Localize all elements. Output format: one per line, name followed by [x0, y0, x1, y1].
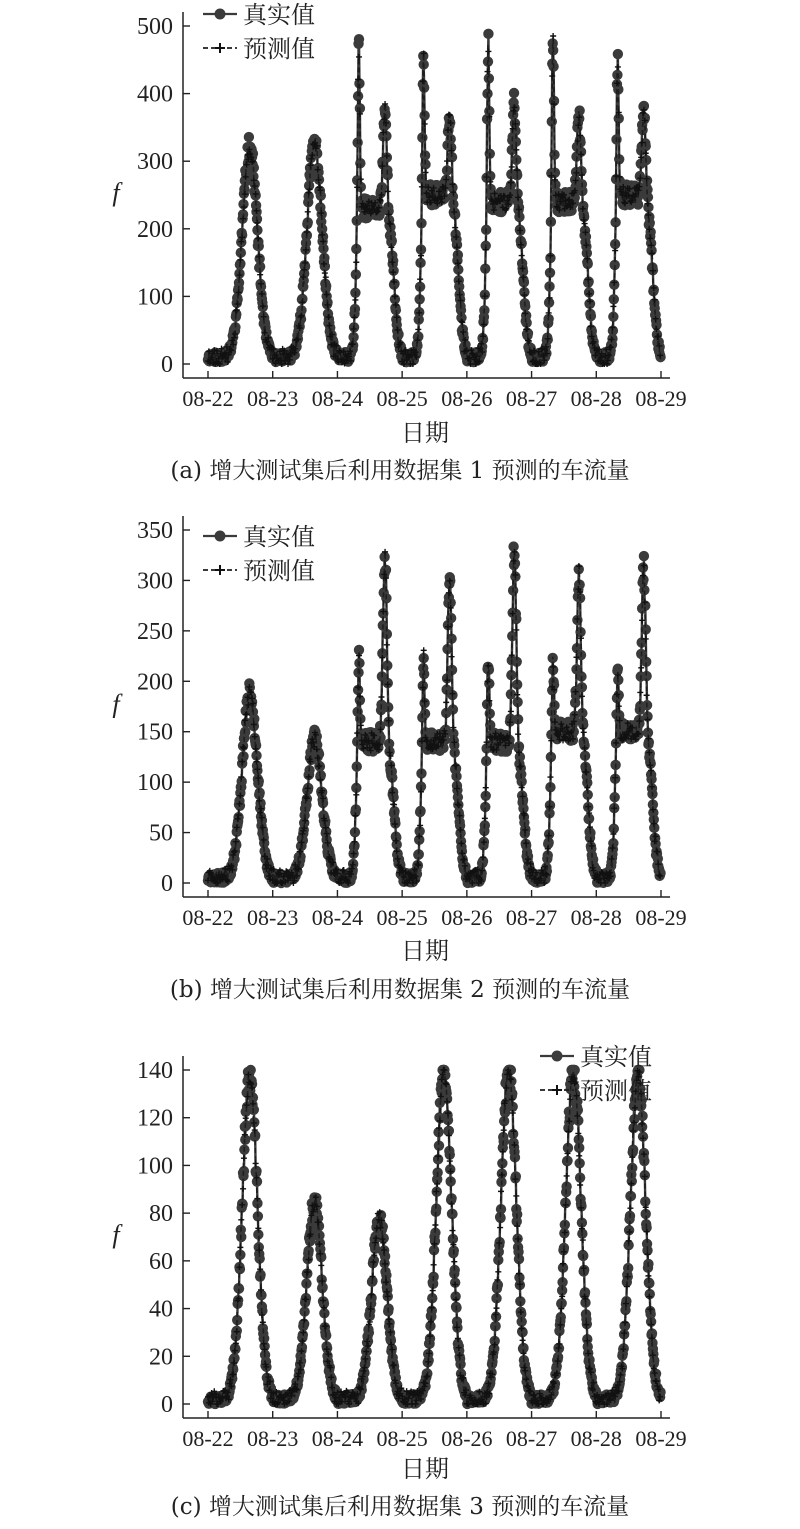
actual-point: [651, 1369, 661, 1379]
legend-predicted-label: 预测值: [580, 1079, 652, 1105]
predicted-point: [449, 1228, 455, 1234]
y-tick-label: 0: [161, 1392, 173, 1418]
predicted-point: [520, 1337, 526, 1343]
chart-panel-b: [0, 510, 800, 1010]
y-tick-label: 40: [149, 1296, 173, 1323]
predicted-point: [581, 729, 587, 735]
chart-b-caption: (b) 增大测试集后利用数据集 2 预测的车流量: [169, 977, 631, 1003]
predicted-point: [352, 297, 358, 303]
y-tick-label: 150: [137, 719, 173, 746]
y-tick-label: 50: [149, 820, 173, 847]
series-group: [203, 541, 666, 888]
y-tick-label: 0: [161, 871, 173, 897]
predicted-point: [449, 654, 455, 660]
x-tick-label: 08-26: [441, 1426, 493, 1451]
predicted-point: [378, 694, 384, 700]
predicted-point: [240, 1186, 246, 1192]
chart-c-xlabel: 日期: [401, 1455, 449, 1483]
legend-actual-marker: [552, 1051, 563, 1062]
x-tick-label: 08-23: [247, 1426, 299, 1451]
legend-predicted-label: 预测值: [243, 37, 315, 63]
predicted-point: [431, 1262, 437, 1268]
actual-point: [639, 551, 649, 561]
y-tick-label: 80: [149, 1201, 173, 1228]
chart-b-svg: [0, 510, 800, 930]
chart-a-caption: (a) 增大测试集后利用数据集 1 预测的车流量: [170, 458, 630, 484]
chart-b-xlabel: 日期: [401, 937, 449, 965]
x-tick-label: 08-28: [570, 1426, 622, 1451]
predicted-point: [451, 1259, 457, 1265]
predicted-point: [639, 617, 645, 623]
y-tick-label: 20: [149, 1344, 173, 1371]
y-tick-label: 400: [137, 81, 173, 108]
predicted-point: [417, 276, 423, 282]
chart-c-caption: (c) 增大测试集后利用数据集 3 预测的车流量: [170, 1494, 630, 1520]
x-tick-label: 08-25: [376, 1426, 428, 1451]
actual-point: [483, 29, 493, 39]
predicted-point: [519, 253, 525, 259]
chart-panel-c: [0, 1040, 800, 1529]
predicted-point: [495, 1269, 501, 1275]
x-tick-label: 08-29: [635, 905, 687, 930]
predicted-point: [550, 33, 556, 39]
x-tick-label: 08-22: [182, 386, 234, 411]
legend-predicted-label: 预测值: [243, 559, 315, 585]
y-axis-label: f: [112, 689, 120, 719]
x-tick-label: 08-26: [441, 386, 493, 411]
y-tick-label: 300: [137, 568, 173, 595]
y-tick-label: 120: [137, 1105, 173, 1132]
predicted-point: [485, 48, 491, 54]
predicted-point: [644, 692, 650, 698]
predicted-point: [498, 1188, 504, 1194]
x-tick-label: 08-27: [505, 905, 558, 930]
y-axis-label: f: [112, 1220, 120, 1249]
x-tick-label: 08-28: [570, 905, 622, 930]
predicted-point: [253, 1160, 259, 1166]
x-tick-label: 08-28: [570, 386, 622, 411]
y-tick-label: 140: [137, 1058, 173, 1084]
legend-actual-marker: [215, 9, 226, 20]
x-tick-label: 08-26: [441, 905, 493, 930]
y-tick-label: 60: [149, 1248, 173, 1275]
y-tick-label: 100: [137, 770, 173, 797]
chart-a-xlabel: 日期: [401, 419, 449, 447]
chart-panel-a: [0, 0, 800, 500]
predicted-point: [305, 209, 311, 215]
predicted-point: [508, 708, 514, 714]
predicted-point: [238, 1217, 244, 1223]
actual-point: [245, 1065, 255, 1075]
predicted-point: [432, 1222, 438, 1228]
predicted-point: [421, 647, 427, 653]
x-tick-label: 08-29: [635, 1426, 687, 1451]
x-tick-label: 08-27: [505, 1426, 558, 1451]
predicted-point: [637, 689, 643, 695]
predicted-point: [318, 1262, 324, 1268]
legend-actual-marker: [215, 531, 226, 542]
legend-actual-label: 真实值: [243, 3, 315, 29]
predicted-point: [515, 731, 521, 737]
predicted-point: [577, 1182, 583, 1188]
predicted-point: [483, 785, 489, 791]
predicted-point: [494, 1305, 500, 1311]
predicted-point: [627, 1205, 633, 1211]
predicted-point: [564, 1173, 570, 1179]
y-tick-label: 100: [137, 1153, 173, 1180]
x-tick-label: 08-22: [182, 905, 234, 930]
actual-point: [613, 49, 623, 59]
predicted-point: [241, 1155, 247, 1161]
predicted-point: [615, 64, 621, 70]
predicted-point: [237, 1244, 243, 1250]
y-tick-label: 250: [137, 618, 173, 645]
actual-point: [244, 132, 254, 142]
x-tick-label: 08-23: [247, 905, 299, 930]
series-group: [203, 1065, 666, 1409]
predicted-point: [576, 1153, 582, 1159]
actual-point: [240, 727, 250, 737]
chart-c-svg: [0, 1040, 800, 1460]
x-tick-label: 08-24: [311, 1426, 364, 1451]
predicted-point: [353, 792, 359, 798]
legend-actual-label: 真实值: [243, 525, 315, 551]
predicted-point: [497, 1225, 503, 1231]
y-tick-label: 350: [137, 518, 173, 544]
y-axis-label: f: [112, 178, 120, 207]
x-tick-label: 08-25: [376, 905, 428, 930]
x-tick-label: 08-24: [311, 905, 364, 930]
predicted-point: [513, 1193, 519, 1199]
y-tick-label: 500: [137, 14, 173, 40]
x-tick-label: 08-24: [311, 386, 364, 411]
x-tick-label: 08-29: [635, 386, 687, 411]
actual-point: [508, 541, 518, 551]
x-tick-label: 08-22: [182, 1426, 234, 1451]
actual-point: [509, 88, 519, 98]
predicted-point: [610, 303, 616, 309]
predicted-point: [415, 326, 421, 332]
predicted-point: [443, 699, 449, 705]
y-tick-label: 200: [137, 216, 173, 243]
y-tick-label: 0: [161, 352, 173, 378]
predicted-point: [384, 642, 390, 648]
y-tick-label: 300: [137, 149, 173, 176]
x-tick-label: 08-27: [505, 386, 558, 411]
x-tick-label: 08-23: [247, 386, 299, 411]
predicted-point: [547, 774, 553, 780]
y-tick-label: 200: [137, 669, 173, 696]
legend-actual-label: 真实值: [580, 1045, 652, 1071]
predicted-point: [356, 54, 362, 60]
predicted-point: [353, 259, 359, 265]
x-tick-label: 08-25: [376, 386, 428, 411]
actual-point: [354, 34, 364, 44]
chart-a-svg: [0, 0, 800, 420]
predicted-point: [482, 815, 488, 821]
series-group: [203, 29, 666, 368]
y-tick-label: 100: [137, 284, 173, 311]
